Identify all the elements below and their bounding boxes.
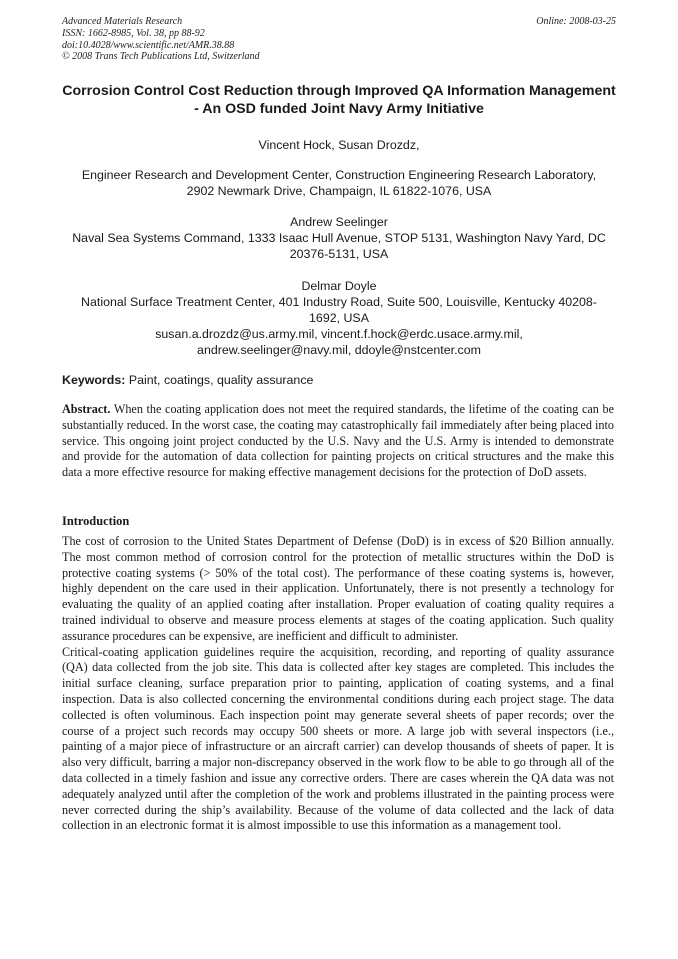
affiliation-1: Engineer Research and Development Center, Construction Engineering Research Laboratory, 2902 Newmark Drive, Champaign, IL 61822-1076, USA bbox=[81, 168, 597, 198]
author-names-1: Vincent Hock, Susan Drozdz, bbox=[258, 138, 420, 152]
introduction-heading: Introduction bbox=[62, 514, 130, 528]
introduction-body bbox=[62, 534, 614, 834]
issn-line: ISSN: 1662-8985, Vol. 38, pp 88-92 bbox=[62, 28, 205, 39]
affiliation-2: Naval Sea Systems Command, 1333 Isaac Hull Avenue, STOP 5131, Washington Navy Yard, DC 20376-5131, USA bbox=[72, 231, 606, 261]
abstract-label: Abstract. bbox=[62, 402, 111, 416]
emails-line-2: andrew.seelinger@navy.mil, ddoyle@nstcenter.com bbox=[197, 343, 481, 357]
doi-line: doi:10.4028/www.scientific.net/AMR.38.88 bbox=[62, 40, 235, 51]
online-date: Online: 2008-03-25 bbox=[536, 16, 616, 27]
abstract-text: When the coating application does not meet the required standards, the lifetime of the coating can be substantially reduced. In the worst case, the coating may catastrophically fail immediately after being placed into service. This ongoing joint project conducted by the U.S. Navy and the U.S. Army is intended to demonstrate and provide for the automation of data collection for painting projects on critical structures and the make this data a more effective resource for making effective management decisions for the protection of DoD assets. bbox=[62, 402, 615, 480]
paper-title: Corrosion Control Cost Reduction through Improved QA Information Management - An OSD funded Joint Navy Army Initiative bbox=[62, 83, 616, 117]
affiliation-3: National Surface Treatment Center, 401 Industry Road, Suite 500, Louisville, Kentucky 40208-1692, USA bbox=[81, 295, 597, 325]
journal-name: Advanced Materials Research bbox=[62, 16, 183, 27]
copyright-line: © 2008 Trans Tech Publications Ltd, Switzerland bbox=[62, 51, 260, 62]
intro-paragraph-2: Critical-coating application guidelines require the acquisition, recording, and reporting of quality assurance (QA) data collected from the job site. This data is collected after key stages are completed. This includes the initial surface cleaning, surface preparation prior to painting, application of coating systems, and a final inspection. Data is also collected concerning the environmental conditions during each project stage. The data collected is often voluminous. Each inspection point may generate several sheets of paper records; over the course of a project such records may occupy 500 sheets or more. A large job with several inspectors (i.e., painting of a major piece of infrastructure or an aircraft carrier) can develop thousands of sheets of paper. It is also very difficult, barring a major non-discrepancy observed in the work flow to be able to go through all of the data collected in a timely fashion and issue any corrective orders. There are cases wherein the QA data was not adequately analyzed until after the completion of the work and problems illustrated in the painting process were never corrected during the ship’s availability. Because of the volume of data collected and the lack of data collection in an electronic format it is almost impossible to use this information as a management tool. bbox=[62, 644, 614, 833]
author-name-3: Delmar Doyle bbox=[301, 279, 377, 293]
intro-paragraph-1: The cost of corrosion to the United States Department of Defense (DoD) is in excess of $20 Billion annually. The most common method of corrosion control for the protection of metallic structures within the DoD is protective coating systems (> 50% of the total cost). The performance of these coating systems is, however, highly dependent on the care used in their application. Unfortunately, there is not presently a technology for evaluating the quality of an applied coating after installation. Proper evaluation of coating quality requires a trained individual to observe and measure process elements at stages of the coating application. Such quality assurance procedures can be expensive, are inefficient and difficult to administer. bbox=[62, 534, 614, 643]
emails-line-1: susan.a.drozdz@us.army.mil, vincent.f.hock@erdc.usace.army.mil, bbox=[155, 327, 523, 341]
keywords bbox=[62, 372, 313, 388]
keywords-label: Keywords: bbox=[62, 373, 126, 387]
keywords-text: Paint, coatings, quality assurance bbox=[128, 373, 314, 387]
abstract bbox=[62, 402, 614, 481]
author-name-2: Andrew Seelinger bbox=[290, 215, 388, 229]
